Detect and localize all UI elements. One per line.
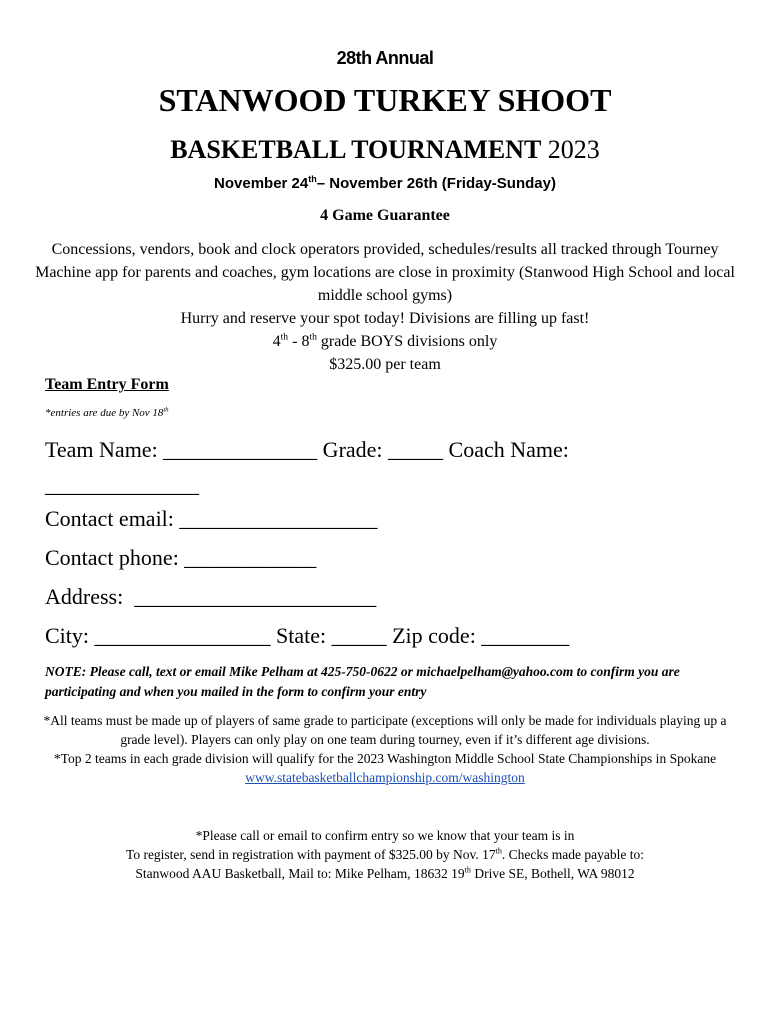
rule-qualify-text: *Top 2 teams in each grade division will qualify for the 2023 Washington Middle School State Championships in Spokane (53, 751, 717, 766)
grades-suffix-2: th (309, 331, 317, 343)
grades-end: - 8 (288, 333, 310, 350)
subtitle-year: 2023 (547, 135, 600, 164)
register-send-suffix: th (495, 846, 502, 856)
grades-suffix-1: th (280, 331, 289, 343)
page-subtitle (0, 135, 770, 165)
team-entry-heading: Team Entry Form (45, 376, 169, 393)
grades-text: grade BOYS divisions only (316, 333, 498, 350)
dates-start-suffix: th (308, 174, 317, 184)
grades-start: 4 (272, 333, 281, 350)
city-state-zip-field[interactable]: City: ________________ State: _____ Zip code: ________ (45, 623, 570, 648)
rule-same-grade: *All teams must be made up of players of same grade to participate (exceptions will only be made for individuals playing up a grade level). Players can only play on one team during tourney, even if it’s different age divisions. (43, 713, 727, 747)
registration-section (40, 826, 730, 883)
due-text: *entries are due by Nov 18 (45, 407, 164, 419)
tournament-dates (0, 175, 770, 192)
register-send-end: . Checks made payable to: (501, 847, 644, 862)
championship-link[interactable]: www.statebasketballchampionship.com/washington (245, 770, 525, 785)
register-send-start: To register, send in registration with payment of $325.00 by Nov. 17 (126, 847, 496, 862)
game-guarantee: 4 Game Guarantee (320, 207, 450, 224)
rules-section (40, 711, 730, 787)
entry-due-note (45, 407, 169, 419)
mail-start: Stanwood AAU Basketball, Mail to: Mike Pelham, 18632 19 (135, 866, 465, 881)
intro-grades (30, 330, 740, 353)
annual-label: 28th Annual (336, 48, 434, 68)
contact-email-field[interactable]: Contact email: __________________ (45, 506, 378, 531)
mailing-address (40, 864, 730, 883)
dates-start: November 24 (214, 175, 309, 192)
page-title: STANWOOD TURKEY SHOOT (158, 82, 612, 118)
due-suffix: th (163, 406, 169, 414)
register-payment-text (40, 845, 730, 864)
intro-amenities: Concessions, vendors, book and clock operators provided, schedules/results all tracked through Tourney Machine app for parents and coaches, gym locations are close in proximity (Stanwood High School and local middle school gyms) (35, 241, 735, 304)
address-field[interactable]: Address: ______________________ (45, 584, 377, 609)
coach-name-field[interactable]: ______________ (45, 472, 199, 497)
mail-end: Drive SE, Bothell, WA 98012 (470, 866, 635, 881)
team-name-grade-coach-field[interactable]: Team Name: ______________ Grade: _____ Coach Name: (45, 437, 569, 462)
contact-note: NOTE: Please call, text or email Mike Pelham at 425-750-0622 or michaelpelham@yahoo.com to confirm you are participating and when you mailed in the form to confirm your entry (45, 664, 680, 699)
intro-text (30, 238, 740, 376)
subtitle-bold: BASKETBALL TOURNAMENT (170, 135, 542, 164)
mail-suffix: th (464, 865, 471, 875)
confirm-entry-text: *Please call or email to confirm entry so we know that your team is in (195, 828, 575, 843)
dates-end: – November 26th (Friday-Sunday) (316, 175, 556, 192)
intro-hurry: Hurry and reserve your spot today! Divisions are filling up fast! (180, 310, 590, 327)
contact-phone-field[interactable]: Contact phone: ____________ (45, 545, 317, 570)
intro-price: $325.00 per team (329, 356, 441, 373)
rule-qualify (40, 749, 730, 787)
